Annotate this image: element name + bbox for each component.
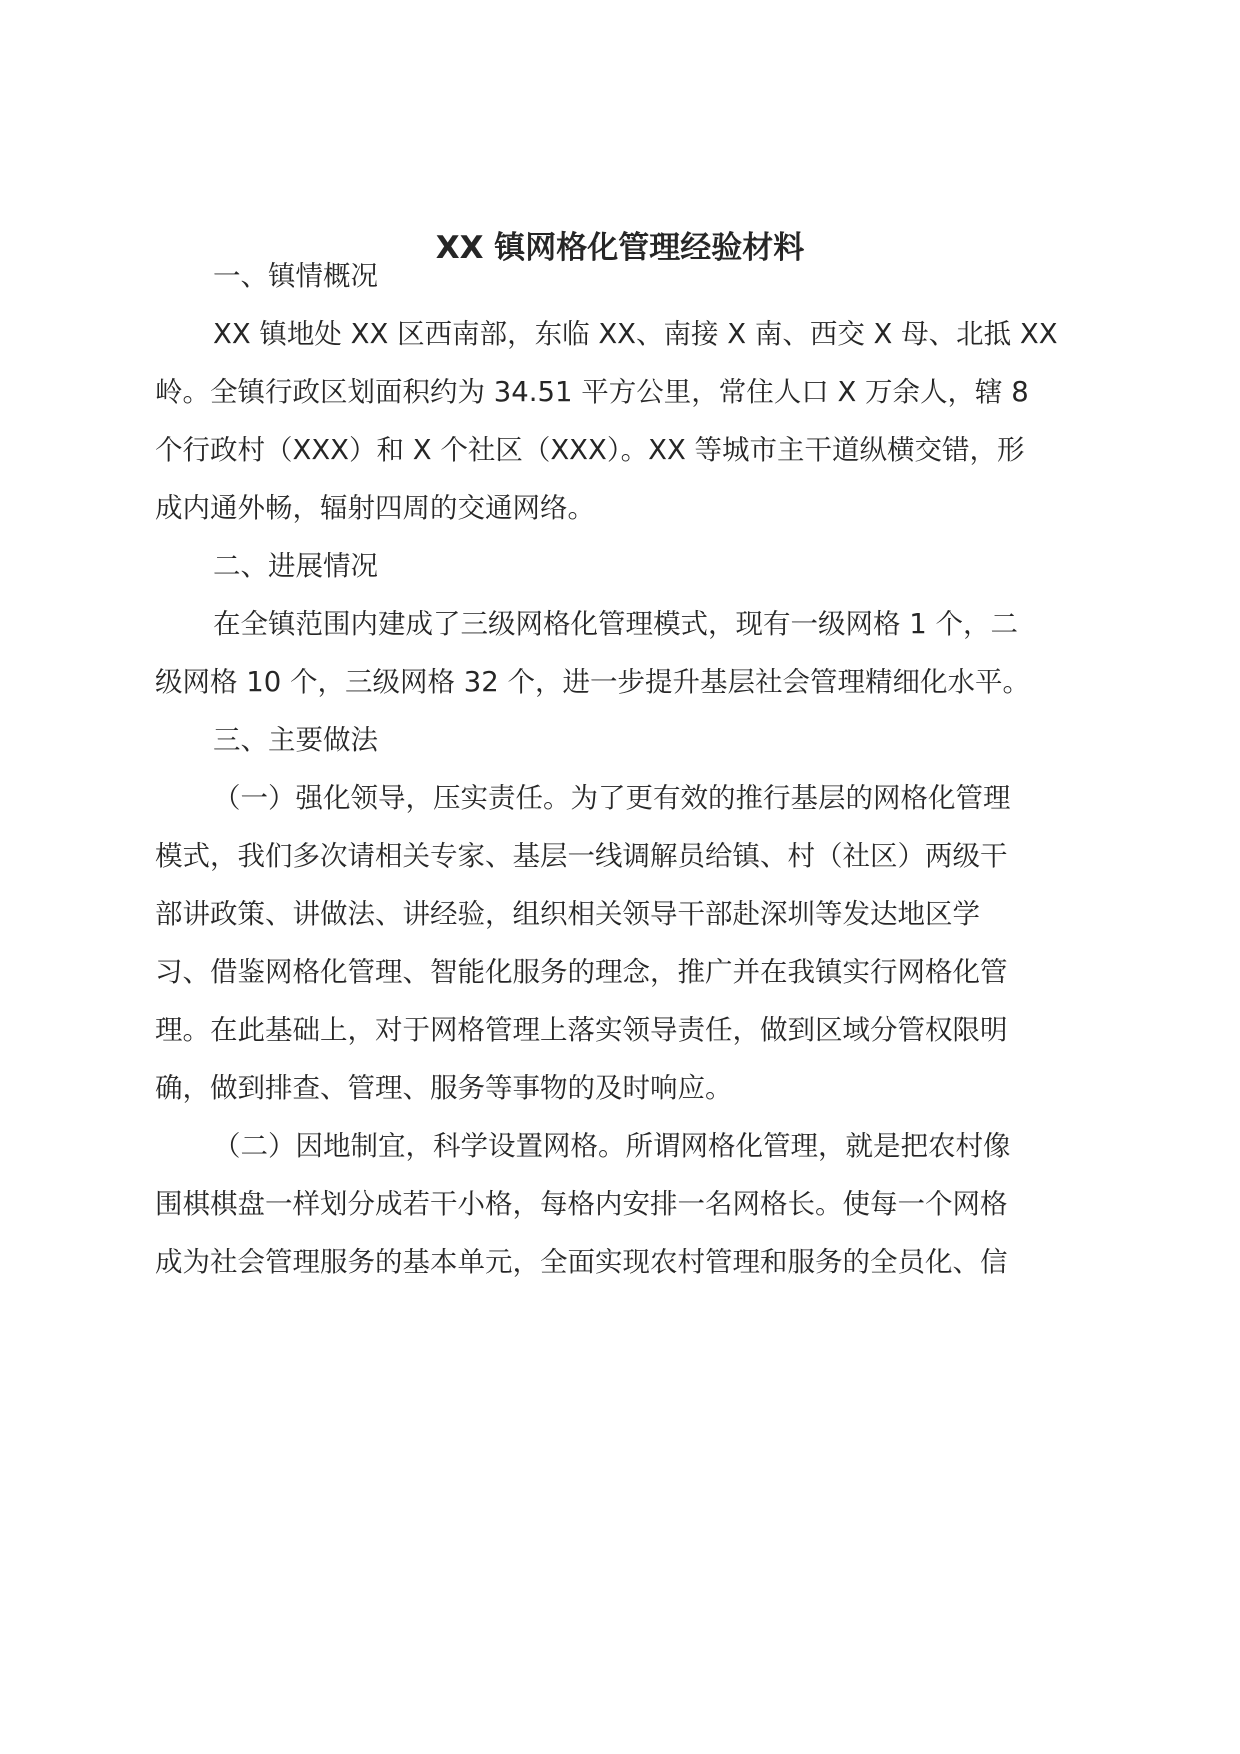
section-heading-practices: 三、主要做法 <box>213 724 378 756</box>
document-title: XX 镇网格化管理经验材料 <box>435 230 805 266</box>
paragraph-line: 围棋棋盘一样划分成若干小格，每格内安排一名网格长。使每一个网格 <box>155 1188 1008 1220</box>
paragraph-line: （一）强化领导，压实责任。为了更有效的推行基层的网格化管理 <box>213 782 1011 814</box>
paragraph-line: 成内通外畅，辐射四周的交通网络。 <box>155 492 595 524</box>
paragraph-line: 确，做到排查、管理、服务等事物的及时响应。 <box>155 1072 733 1104</box>
paragraph-line: 部讲政策、讲做法、讲经验，组织相关领导干部赴深圳等发达地区学 <box>155 898 980 930</box>
paragraph-line: 成为社会管理服务的基本单元，全面实现农村管理和服务的全员化、信 <box>155 1246 1008 1278</box>
paragraph-line: 在全镇范围内建成了三级网格化管理模式，现有一级网格 1 个，二 <box>213 608 1018 640</box>
paragraph-line: 个行政村（XXX）和 X 个社区（XXX）。XX 等城市主干道纵横交错，形 <box>155 434 1025 466</box>
paragraph-line: 级网格 10 个，三级网格 32 个，进一步提升基层社会管理精细化水平。 <box>155 666 1030 698</box>
paragraph-line: （二）因地制宜，科学设置网格。所谓网格化管理，就是把农村像 <box>213 1130 1011 1162</box>
paragraph-line: XX 镇地处 XX 区西南部，东临 XX、南接 X 南、西交 X 母、北抵 XX <box>213 318 1058 350</box>
paragraph-line: 理。在此基础上，对于网格管理上落实领导责任，做到区域分管权限明 <box>155 1014 1008 1046</box>
paragraph-line: 岭。全镇行政区划面积约为 34.51 平方公里，常住人口 X 万余人，辖 8 <box>155 376 1029 408</box>
section-heading-overview: 一、镇情概况 <box>213 260 378 292</box>
paragraph-line: 模式，我们多次请相关专家、基层一线调解员给镇、村（社区）两级干 <box>155 840 1008 872</box>
section-heading-progress: 二、进展情况 <box>213 550 378 582</box>
paragraph-line: 习、借鉴网格化管理、智能化服务的理念，推广并在我镇实行网格化管 <box>155 956 1008 988</box>
